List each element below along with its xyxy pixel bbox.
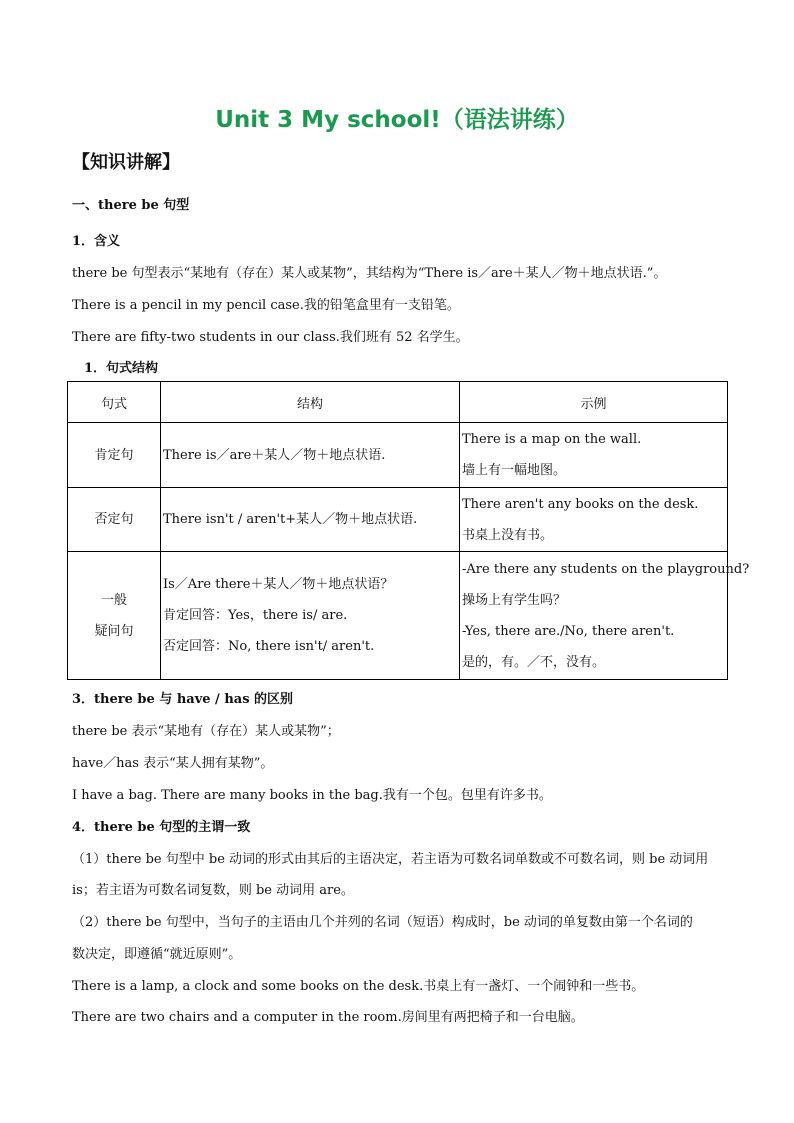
agreement-example: There is a lamp, a clock and some books on the desk.书桌上有一盏灯、一个闹钟和一些书。: [72, 979, 645, 994]
cell-text: 肯定回答：Yes，there is/ are.: [163, 608, 348, 623]
agreement-heading: 4．there be 句型的主谓一致: [72, 820, 251, 835]
sentence-type-cell: [68, 423, 161, 488]
table-header: 结构: [161, 382, 460, 423]
example-cell: [460, 488, 728, 552]
table-row: [68, 552, 728, 680]
cell-text: 书桌上没有书。: [462, 527, 554, 543]
cell-text: There is a map on the wall.: [462, 432, 642, 447]
agreement-line: 数决定，即遵循“就近原则”。: [72, 947, 242, 962]
agreement-line: （2）there be 句型中，当句子的主语由几个并列的名词（短语）构成时，be 动词的单复数由第一个名词的: [72, 915, 693, 930]
difference-line: have／has 表示“某人拥有某物”。: [72, 756, 274, 771]
table-row: [68, 423, 728, 488]
difference-line: there be 表示“某地有（存在）某人或某物”；: [72, 724, 340, 739]
sentence-type-cell: [68, 488, 161, 552]
cell-text: 操场上有学生吗？: [462, 592, 567, 608]
sentence-structure-table: [67, 381, 750, 680]
cell-text: 疑问句: [94, 623, 134, 639]
cell-text: 墙上有一幅地图。: [462, 463, 567, 478]
meaning-line: There is a pencil in my pencil case.我的铅笔盒里有一支铅笔。: [72, 298, 460, 313]
meaning-heading: 1．含义: [72, 234, 121, 249]
agreement-line: is；若主语为可数名词复数，则 be 动词用 are。: [72, 883, 354, 898]
table-header: 示例: [460, 382, 728, 423]
difference-heading: 3．there be 与 have / has 的区别: [72, 692, 294, 707]
table-header-row: [68, 382, 728, 423]
page-title: Unit 3 My school!（语法讲练）: [215, 107, 579, 133]
cell-text: 否定句: [94, 512, 134, 527]
example-cell: [460, 423, 728, 488]
part1-heading: 一、there be 句型: [72, 198, 190, 213]
structure-cell: [161, 423, 460, 488]
structure-cell: [161, 552, 460, 680]
cell-text: Is／Are there＋某人／物＋地点状语？: [163, 577, 394, 592]
cell-text: There aren't any books on the desk.: [462, 496, 699, 512]
structure-cell: [161, 488, 460, 552]
agreement-line: （1）there be 句型中 be 动词的形式由其后的主语决定，若主语为可数名词单数或不可数名词，则 be 动词用: [72, 852, 709, 867]
cell-text: -Yes, there are./No, there aren't.: [462, 623, 675, 639]
agreement-example: There are two chairs and a computer in the room.房间里有两把椅子和一台电脑。: [72, 1010, 584, 1025]
meaning-line: there be 句型表示“某地有（存在）某人或某物”，其结构为“There is／are＋某人／物＋地点状语.”。: [72, 266, 667, 281]
section-header: 【知识讲解】: [72, 152, 180, 173]
cell-text: There is／are＋某人／物＋地点状语.: [163, 447, 386, 463]
example-cell: [460, 552, 750, 680]
table-header: 句式: [68, 382, 161, 423]
sentence-type-cell: [68, 552, 161, 680]
cell-text: 一般: [100, 592, 127, 608]
cell-text: 肯定句: [94, 447, 134, 463]
meaning-line: There are fifty-two students in our class.我们班有 52 名学生。: [72, 330, 469, 345]
difference-line: I have a bag. There are many books in the bag.我有一个包。包里有许多书。: [72, 788, 552, 803]
cell-text: 否定回答：No, there isn't/ aren't.: [163, 639, 375, 654]
table-row: [68, 488, 728, 552]
cell-text: There isn't / aren't+某人／物＋地点状语.: [163, 512, 418, 527]
cell-text: 是的，有。／不，没有。: [462, 654, 606, 670]
structure-heading: 1．句式结构: [84, 361, 159, 376]
cell-text: -Are there any students on the playground?: [462, 561, 750, 577]
